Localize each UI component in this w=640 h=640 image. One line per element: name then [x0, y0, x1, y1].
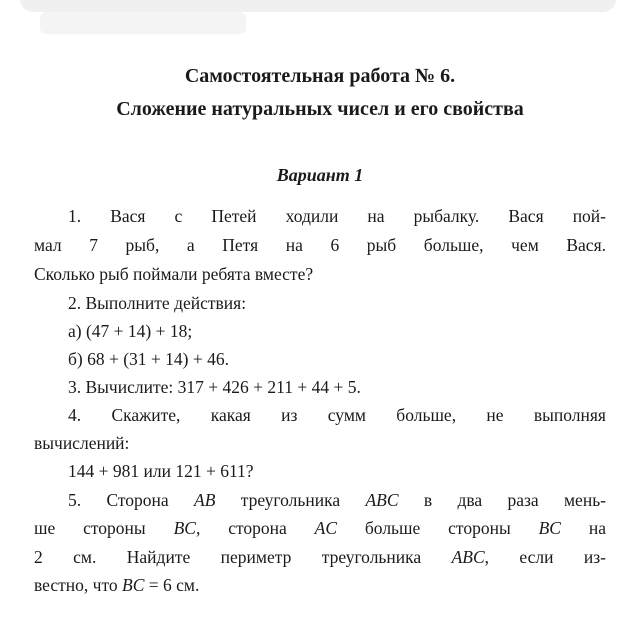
segment-label: BC [538, 518, 561, 538]
triangle-label: ABC [365, 490, 399, 510]
task-3-line-1: 3. Вычислите: 317 + 426 + 211 + 44 + 5. [68, 377, 361, 397]
task-5-text: , сторона [195, 518, 315, 538]
task-1-line-3: Сколько рыб поймали ребята вместе? [34, 264, 314, 284]
document-subtitle: Сложение натуральных чисел и его свойства [116, 98, 524, 120]
task-2-item-a: а) (47 + 14) + 18; [68, 321, 193, 341]
top-bar [20, 0, 616, 12]
segment-label: AB [194, 490, 216, 510]
segment-label: BC [173, 518, 196, 538]
segment-label: BC [122, 575, 145, 595]
task-5-text: 2 см. Найдите периметр треугольника [34, 547, 452, 567]
task-2-line-1: 2. Выполните действия: [68, 293, 247, 313]
variant-heading: Вариант 1 [276, 165, 364, 185]
task-4-line-2: вычислений: [34, 433, 130, 453]
task-5-line-2 [34, 517, 606, 539]
triangle-label: ABC [451, 547, 485, 567]
task-5-text: треугольника [215, 490, 366, 510]
task-4-line-3: 144 + 981 или 121 + 611? [68, 461, 254, 481]
task-1-line-2: мал 7 рыб, а Петя на 6 рыб больше, чем Вася. [34, 235, 606, 255]
task-5-line-3 [34, 546, 606, 568]
task-5-text: на [560, 518, 606, 538]
task-1-line-1: 1. Вася с Петей ходили на рыбалку. Вася пой- [68, 206, 606, 226]
task-5-text: ше стороны [34, 518, 174, 538]
task-5-text: больше стороны [337, 518, 539, 538]
top-tab [40, 12, 246, 34]
task-5-text: 5. Сторона [68, 490, 195, 510]
task-2-item-b: б) 68 + (31 + 14) + 46. [68, 349, 229, 369]
document-title: Самостоятельная работа № 6. [184, 65, 456, 87]
task-5-text: , если из- [484, 547, 606, 567]
task-5-text: вестно, что [34, 575, 122, 595]
segment-label: AC [314, 518, 338, 538]
task-5-line-1 [34, 489, 606, 511]
task-5-line-4 [34, 574, 606, 596]
task-5-text: в два раза мень- [398, 490, 606, 510]
task-5-text: = 6 см. [144, 575, 200, 595]
task-4-line-1: 4. Скажите, какая из сумм больше, не выполняя [68, 405, 606, 425]
